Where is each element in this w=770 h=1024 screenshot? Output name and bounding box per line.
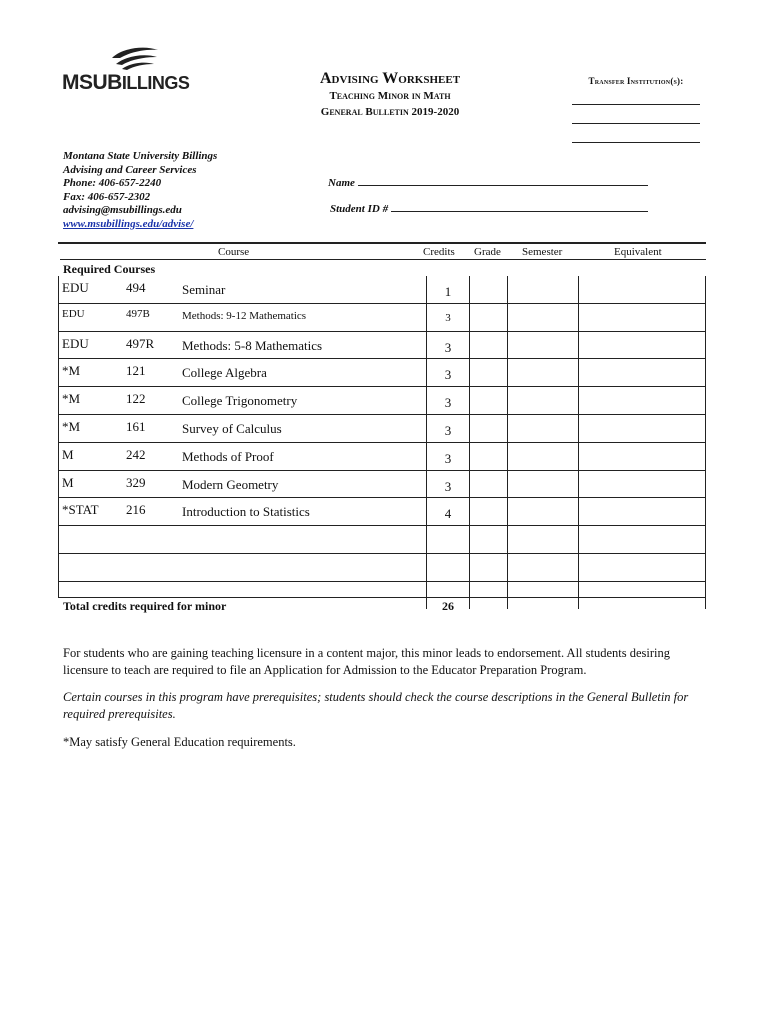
grade-cell[interactable]	[470, 582, 507, 609]
header-underline	[60, 259, 706, 260]
column-divider	[426, 304, 427, 331]
table-bottom-rule	[58, 597, 706, 598]
semester-cell[interactable]	[508, 304, 578, 331]
course-credits: 4	[444, 506, 452, 522]
column-divider	[426, 415, 427, 442]
course-number: 494	[126, 280, 146, 295]
endorsement-note: For students who are gaining teaching licensure in a content major, this minor leads to endorsement. All students desiring licensure to teach are required to file an Application for Admission to the Educator Preparation Program.	[63, 646, 671, 677]
student-id-label: Student ID #	[330, 203, 389, 215]
course-credits: 1	[444, 284, 452, 299]
column-divider	[426, 498, 427, 525]
contact-info	[63, 150, 217, 231]
table-top-rule	[58, 242, 706, 244]
table-row	[58, 497, 706, 525]
course-dept: EDU	[62, 335, 89, 351]
student-id-field[interactable]	[330, 203, 648, 215]
course-title: Methods: 5-8 Mathematics	[182, 337, 323, 353]
table-row	[58, 331, 706, 359]
phone-text: Phone: 406-657-2240	[63, 177, 162, 189]
equivalent-cell[interactable]	[579, 359, 705, 386]
column-divider	[426, 276, 427, 303]
header-semester: Semester	[522, 246, 563, 258]
course-title: Survey of Calculus	[182, 420, 282, 436]
transfer-line-1[interactable]	[572, 104, 700, 105]
total-credits-value: 26	[442, 599, 454, 613]
course-number: 497B	[126, 307, 150, 320]
column-divider	[426, 443, 427, 470]
semester-cell[interactable]	[508, 443, 578, 470]
header-course: Course	[218, 246, 250, 258]
course-number: 497R	[126, 335, 155, 351]
header-grade: Grade	[474, 246, 501, 258]
course-title: College Trigonometry	[182, 393, 298, 409]
worksheet-title	[240, 70, 540, 120]
table-row	[58, 358, 706, 386]
semester-cell[interactable]	[508, 359, 578, 386]
course-credits: 3	[444, 422, 452, 438]
course-credits: 3	[444, 367, 452, 383]
column-divider	[426, 554, 427, 581]
required-courses-label: Required Courses	[63, 262, 156, 276]
name-field[interactable]	[328, 177, 648, 189]
header-equivalent: Equivalent	[614, 246, 662, 258]
course-number: 242	[126, 446, 146, 462]
course-credits: 3	[444, 478, 452, 494]
swoosh-logo-icon	[110, 44, 160, 70]
course-number: 161	[126, 418, 146, 434]
grade-cell[interactable]	[470, 415, 507, 442]
grade-cell[interactable]	[470, 471, 507, 498]
grade-cell[interactable]	[470, 276, 507, 303]
university-name: Montana State University Billings	[63, 150, 218, 162]
student-id-blank-line[interactable]	[391, 211, 648, 212]
transfer-institution-label: Transfer Institution(s):	[588, 76, 684, 86]
name-blank-line[interactable]	[358, 185, 648, 186]
course-number: 122	[126, 391, 146, 407]
column-divider	[426, 526, 427, 553]
title-program: Teaching Minor in Math	[329, 90, 451, 102]
equivalent-cell[interactable]	[579, 304, 705, 331]
equivalent-cell[interactable]	[579, 471, 705, 498]
grade-cell[interactable]	[470, 304, 507, 331]
semester-cell[interactable]	[508, 498, 578, 525]
transfer-line-3[interactable]	[572, 142, 700, 143]
msu-billings-logo	[62, 44, 212, 96]
table-row	[58, 553, 706, 581]
course-title: Introduction to Statistics	[182, 504, 310, 520]
equivalent-cell[interactable]	[579, 526, 705, 553]
equivalent-cell[interactable]	[579, 554, 705, 581]
column-divider	[426, 471, 427, 498]
prerequisites-note: Certain courses in this program have prerequisites; students should check the course descriptions in the General Bulletin for required prerequisites.	[63, 690, 689, 721]
course-credits: 3	[444, 339, 452, 355]
course-title: Modern Geometry	[182, 476, 279, 492]
course-table	[58, 276, 706, 609]
fax-text: Fax: 406-657-2302	[63, 190, 151, 203]
semester-cell[interactable]	[508, 276, 578, 303]
column-divider	[426, 387, 427, 414]
table-left-border	[58, 276, 59, 598]
table-row	[58, 470, 706, 498]
header-credits: Credits	[423, 246, 455, 258]
course-title: Methods: 9-12 Mathematics	[182, 309, 307, 322]
equivalent-cell[interactable]	[579, 276, 705, 303]
course-dept: M	[62, 474, 74, 490]
course-dept: EDU	[62, 280, 89, 295]
table-row	[58, 276, 706, 303]
course-credits: 3	[444, 395, 452, 411]
semester-cell[interactable]	[508, 332, 578, 359]
column-divider	[426, 359, 427, 386]
table-right-border	[705, 276, 706, 598]
semester-cell[interactable]	[508, 387, 578, 414]
advising-website-link[interactable]: www.msubillings.edu/advise/	[63, 217, 194, 230]
transfer-institution-block	[572, 76, 700, 143]
transfer-line-2[interactable]	[572, 123, 700, 124]
semester-cell[interactable]	[508, 471, 578, 498]
equivalent-cell[interactable]	[579, 387, 705, 414]
course-credits: 3	[444, 450, 452, 466]
course-number: 121	[126, 363, 146, 379]
department-name: Advising and Career Services	[63, 163, 197, 176]
table-row	[58, 442, 706, 470]
table-row	[58, 414, 706, 442]
title-main: Advising Worksheet	[319, 70, 461, 87]
course-credits: 3	[445, 311, 451, 324]
equivalent-cell[interactable]	[579, 443, 705, 470]
semester-cell[interactable]	[508, 582, 578, 609]
grade-cell[interactable]	[470, 387, 507, 414]
course-dept: *M	[62, 418, 81, 434]
grade-cell[interactable]	[470, 554, 507, 581]
table-row	[58, 386, 706, 414]
course-number: 216	[126, 502, 146, 518]
course-dept: *M	[62, 363, 81, 379]
course-title: Methods of Proof	[182, 448, 274, 464]
course-title: College Algebra	[182, 365, 267, 381]
column-divider	[426, 332, 427, 359]
grade-cell[interactable]	[470, 526, 507, 553]
column-divider	[426, 582, 427, 609]
course-number: 329	[126, 474, 146, 490]
total-credits-label: Total credits required for minor	[63, 599, 227, 613]
table-row	[58, 303, 706, 331]
semester-cell[interactable]	[508, 415, 578, 442]
grade-cell[interactable]	[470, 359, 507, 386]
grade-cell[interactable]	[470, 498, 507, 525]
course-dept: M	[62, 446, 74, 462]
equivalent-cell[interactable]	[579, 332, 705, 359]
course-title: Seminar	[182, 282, 226, 297]
semester-cell[interactable]	[508, 526, 578, 553]
course-dept: *STAT	[62, 502, 99, 518]
equivalent-cell[interactable]	[579, 582, 705, 609]
title-bulletin: General Bulletin 2019-2020	[320, 106, 460, 118]
grade-cell[interactable]	[470, 332, 507, 359]
email-text: advising@msubillings.edu	[63, 204, 182, 216]
table-row	[58, 525, 706, 553]
course-dept: EDU	[62, 307, 85, 320]
course-dept: *M	[62, 391, 81, 407]
name-label: Name	[328, 177, 355, 189]
logo-wordmark: MSUBILLINGS	[62, 71, 190, 94]
grade-cell[interactable]	[470, 443, 507, 470]
equivalent-cell[interactable]	[579, 498, 705, 525]
general-education-note: *May satisfy General Education requirements.	[63, 735, 296, 749]
semester-cell[interactable]	[508, 554, 578, 581]
equivalent-cell[interactable]	[579, 415, 705, 442]
